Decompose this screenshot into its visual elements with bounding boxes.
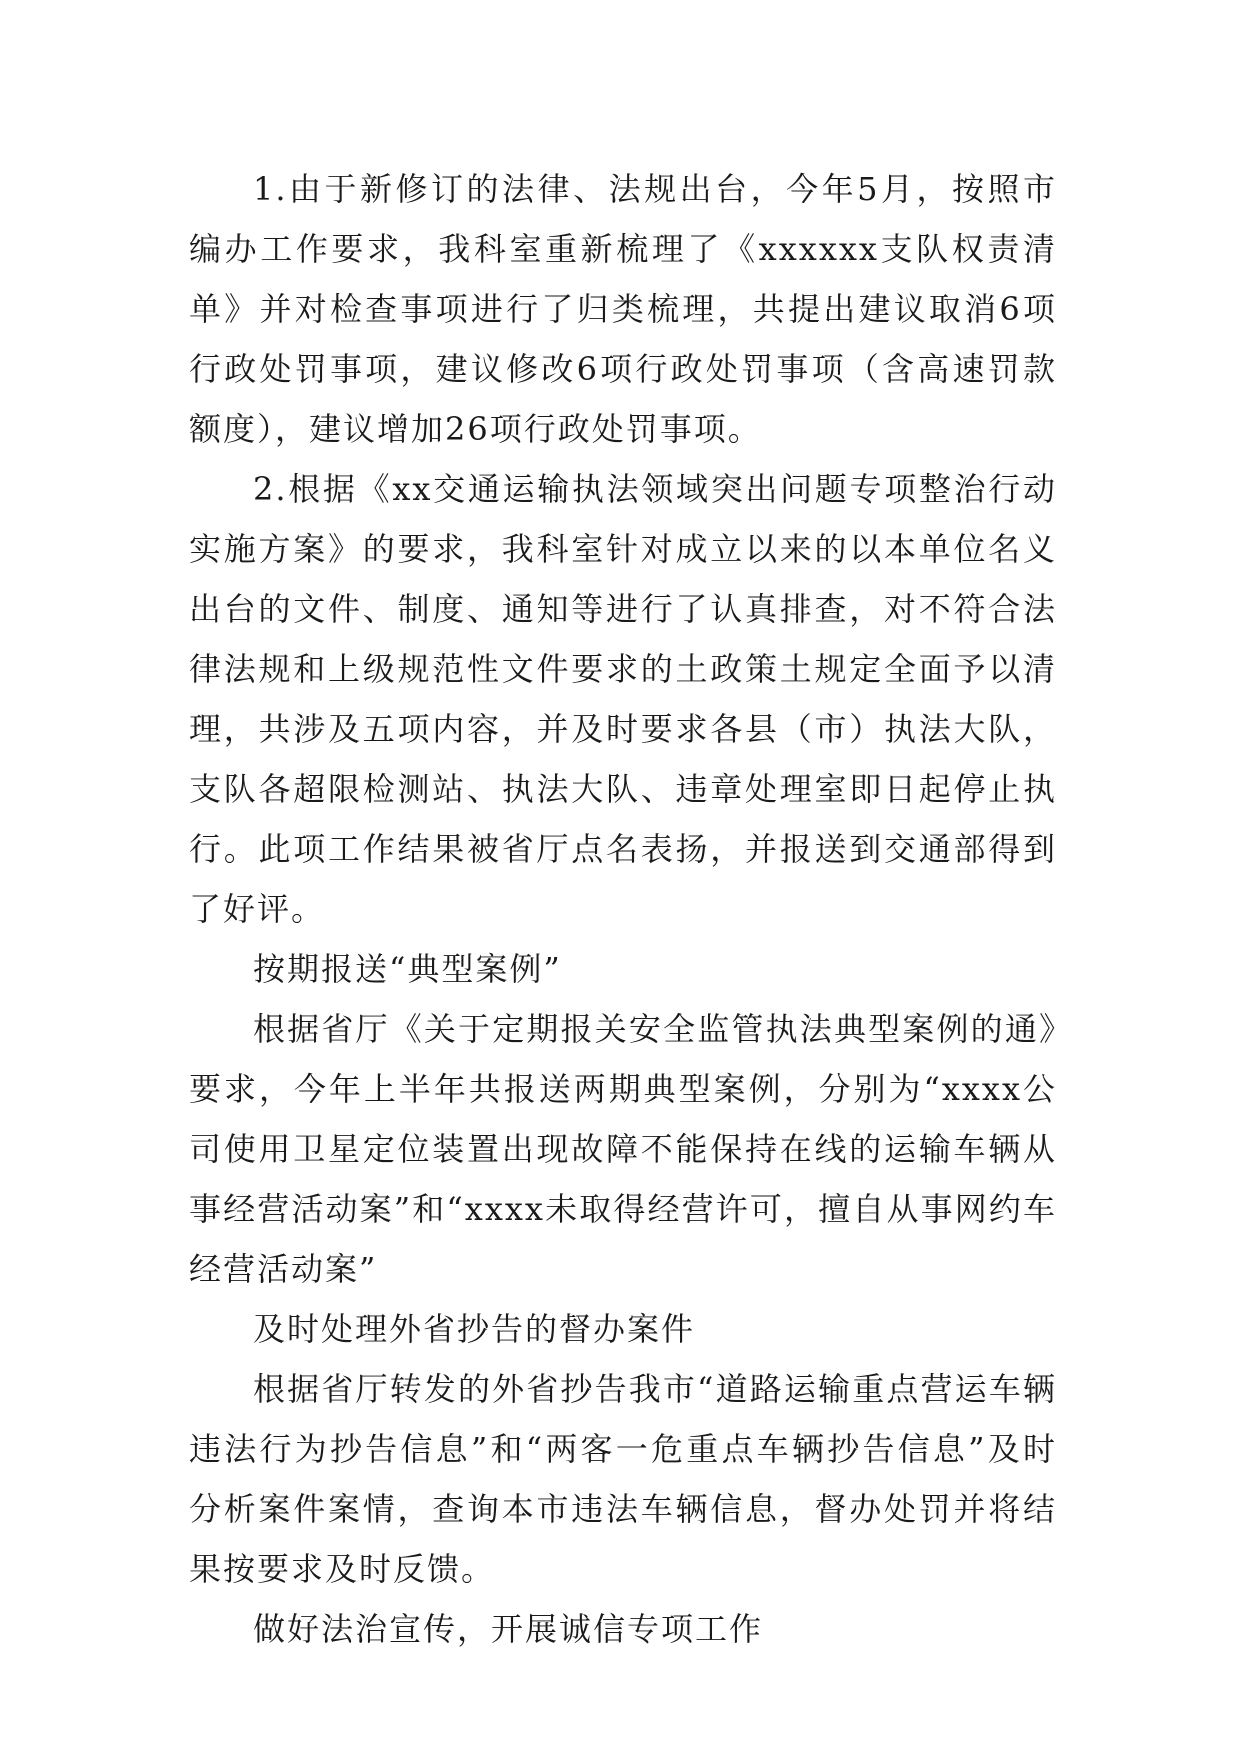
- paragraph-rectification: 2.根据《xx交通运输执法领域突出问题专项整治行动实施方案》的要求，我科室针对成立以来的以本单位名义出台的文件、制度、通知等进行了认真排查，对不符合法律法规和上级规范性文件要求的土政策土规定全面予以清理，共涉及五项内容，并及时要求各县（市）执法大队，支队各超限检测站、执法大队、违章处理室即日起停止执行。此项工作结果被省厅点名表扬，并报送到交通部得到了好评。: [189, 470, 1057, 928]
- paragraph-power-list: 1.由于新修订的法律、法规出台，今年5月，按照市编办工作要求，我科室重新梳理了《xxxxxx支队权责清单》并对检查事项进行了归类梳理，共提出建议取消6项行政处罚事项，建议修改6项行政处罚事项（含高速罚款额度），建议增加26项行政处罚事项。: [189, 170, 1057, 448]
- document-body: [189, 159, 1057, 1659]
- section-heading-supervised-cases: 及时处理外省抄告的督办案件: [253, 1310, 696, 1348]
- paragraph-typical-cases: 根据省厅《关于定期报关安全监管执法典型案例的通》要求，今年上半年共报送两期典型案例，分别为“xxxx公司使用卫星定位装置出现故障不能保持在线的运输车辆从事经营活动案”和“xxxx未取得经营许可，擅自从事网约车经营活动案”: [189, 1010, 1057, 1288]
- paragraph-supervised-cases: 根据省厅转发的外省抄告我市“道路运输重点营运车辆违法行为抄告信息”和“两客一危重点车辆抄告信息”及时分析案件案情，查询本市违法车辆信息，督办处罚并将结果按要求及时反馈。: [189, 1370, 1057, 1588]
- section-heading-typical-cases: 按期报送“典型案例”: [253, 950, 562, 988]
- section-heading-legal-publicity: 做好法治宣传，开展诚信专项工作: [253, 1610, 764, 1648]
